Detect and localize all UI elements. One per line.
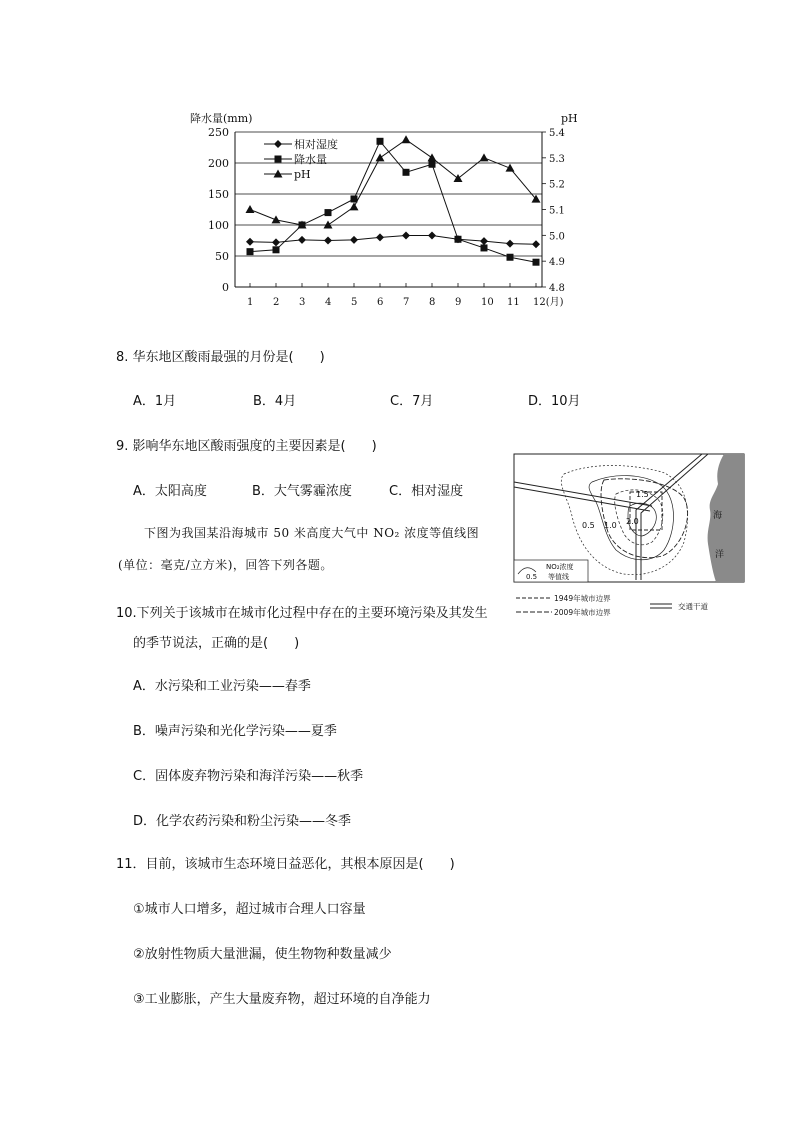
q9-option-b[interactable]: B．大气雾霾浓度 xyxy=(252,484,352,499)
q10-option-c[interactable]: C．固体废弃物污染和海洋污染——秋季 xyxy=(133,769,364,784)
q8-option-a[interactable]: A．1月 xyxy=(133,394,177,409)
y-left-tick-label: 200 xyxy=(208,157,229,170)
y-right-tick-label: 4.9 xyxy=(549,257,565,269)
data-point-square xyxy=(403,169,410,176)
sea-label-2: 洋 xyxy=(715,550,725,560)
q8-option-d[interactable]: D．10月 xyxy=(528,394,581,409)
q11-item-3[interactable]: ③工业膨胀，产生大量废弃物，超过环境的自净能力 xyxy=(133,992,431,1007)
series-line-square xyxy=(250,141,536,262)
data-point-square xyxy=(455,236,462,243)
q11-item-1[interactable]: ①城市人口增多，超过城市合理人口容量 xyxy=(133,902,366,917)
legend-label: 降水量 xyxy=(294,153,327,166)
iso-label-1.5: 1.5 xyxy=(636,490,649,499)
x-tick-label: 11 xyxy=(507,297,520,308)
q10-option-d[interactable]: D．化学农药污染和粉尘污染——冬季 xyxy=(133,814,352,829)
data-point-diamond xyxy=(298,236,306,244)
y-left-tick-label: 250 xyxy=(208,126,229,139)
iso-legend-text-1: NO₂浓度 xyxy=(546,563,574,571)
data-point-triangle xyxy=(454,174,463,182)
y-right-tick-label: 5.1 xyxy=(549,205,565,217)
legend-road: 交通干道 xyxy=(678,602,708,611)
data-point-diamond xyxy=(272,238,280,246)
data-point-diamond xyxy=(402,232,410,240)
data-point-square xyxy=(507,254,514,261)
x-tick-label: 3 xyxy=(299,297,306,308)
iso-legend-text-2: 等值线 xyxy=(548,573,569,581)
y-right-axis-label: pH xyxy=(561,112,578,125)
data-point-diamond xyxy=(376,233,384,241)
y-right-tick-label: 5.3 xyxy=(549,153,565,165)
x-tick-label: 1 xyxy=(247,297,254,308)
legend-label: 相对湿度 xyxy=(294,138,338,151)
x-tick-label: 10 xyxy=(481,297,494,308)
x-tick-label: 12(月) xyxy=(533,297,564,308)
data-point-square xyxy=(533,259,540,266)
question-10-stem-line-1: 10.下列关于该城市在城市化过程中存在的主要环境污染及其发生 xyxy=(116,606,488,621)
legend-label: pH xyxy=(294,168,311,181)
iso-legend-value: 0.5 xyxy=(526,573,538,581)
data-point-diamond xyxy=(532,240,540,248)
iso-label-2.0: 2.0 xyxy=(626,517,639,526)
no2-isoline-map xyxy=(512,452,748,630)
q11-item-2[interactable]: ②放射性物质大量泄漏，使生物物种数量减少 xyxy=(133,947,392,962)
map-intro-line-1: 下图为我国某沿海城市 50 米高度大气中 NO₂ 浓度等值线图 xyxy=(144,526,480,540)
climate-chart xyxy=(180,100,600,340)
q10-option-a[interactable]: A．水污染和工业污染——春季 xyxy=(133,679,311,694)
sea-label-1: 海 xyxy=(713,511,723,521)
data-point-triangle xyxy=(506,164,515,172)
legend-marker-square xyxy=(275,156,282,163)
series-line-diamond xyxy=(250,236,536,245)
question-11-stem: 11．目前，该城市生态环境日益恶化，其根本原因是( ) xyxy=(116,857,455,872)
data-point-triangle xyxy=(272,215,281,223)
data-point-triangle xyxy=(376,153,385,161)
data-point-square xyxy=(429,161,436,168)
x-tick-label: 5 xyxy=(351,297,358,308)
q8-option-b[interactable]: B．4月 xyxy=(253,394,297,409)
data-point-triangle xyxy=(428,153,437,161)
y-left-tick-label: 100 xyxy=(208,219,229,232)
y-left-axis-label: 降水量(mm) xyxy=(190,112,253,125)
legend-2009: 2009年城市边界 xyxy=(554,608,611,617)
x-tick-label: 4 xyxy=(325,297,332,308)
q8-option-c[interactable]: C．7月 xyxy=(390,394,434,409)
data-point-triangle xyxy=(350,202,359,210)
data-point-diamond xyxy=(350,236,358,244)
map-intro-line-2: (单位：毫克/立方米)，回答下列各题。 xyxy=(118,558,333,572)
data-point-square xyxy=(377,138,384,145)
data-point-square xyxy=(481,244,488,251)
series-line-triangle xyxy=(250,140,536,225)
data-point-diamond xyxy=(428,232,436,240)
data-point-diamond xyxy=(480,237,488,245)
q9-option-c[interactable]: C．相对湿度 xyxy=(389,484,464,499)
iso-label-1.0: 1.0 xyxy=(604,521,617,530)
q9-option-a[interactable]: A．太阳高度 xyxy=(133,484,207,499)
data-point-triangle xyxy=(246,205,255,213)
data-point-triangle xyxy=(480,153,489,161)
x-tick-label: 8 xyxy=(429,297,436,308)
y-right-tick-label: 5.0 xyxy=(549,231,565,243)
y-left-tick-label: 150 xyxy=(208,188,229,201)
data-point-diamond xyxy=(506,240,514,248)
y-left-tick-label: 50 xyxy=(215,250,229,263)
x-tick-label: 2 xyxy=(273,297,280,308)
x-tick-label: 6 xyxy=(377,297,384,308)
question-8-stem: 8. 华东地区酸雨最强的月份是( ) xyxy=(116,350,325,365)
data-point-diamond xyxy=(246,238,254,246)
data-point-triangle xyxy=(402,135,411,143)
question-10-stem-line-2: 的季节说法，正确的是( ) xyxy=(133,636,300,651)
legend-marker-diamond xyxy=(274,140,282,148)
x-tick-label: 7 xyxy=(403,297,410,308)
x-tick-label: 9 xyxy=(455,297,462,308)
iso-label-0.5: 0.5 xyxy=(582,521,595,530)
q10-option-b[interactable]: B．噪声污染和光化学污染——夏季 xyxy=(133,724,337,739)
data-point-square xyxy=(325,209,332,216)
data-point-square xyxy=(247,248,254,255)
y-right-tick-label: 5.2 xyxy=(549,179,565,191)
data-point-square xyxy=(273,246,280,253)
y-left-tick-label: 0 xyxy=(222,281,229,294)
data-point-diamond xyxy=(324,237,332,245)
legend-1949: 1949年城市边界 xyxy=(554,594,611,603)
y-right-tick-label: 4.8 xyxy=(549,283,565,294)
y-right-tick-label: 5.4 xyxy=(549,128,565,139)
question-9-stem: 9. 影响华东地区酸雨强度的主要因素是( ) xyxy=(116,439,377,454)
